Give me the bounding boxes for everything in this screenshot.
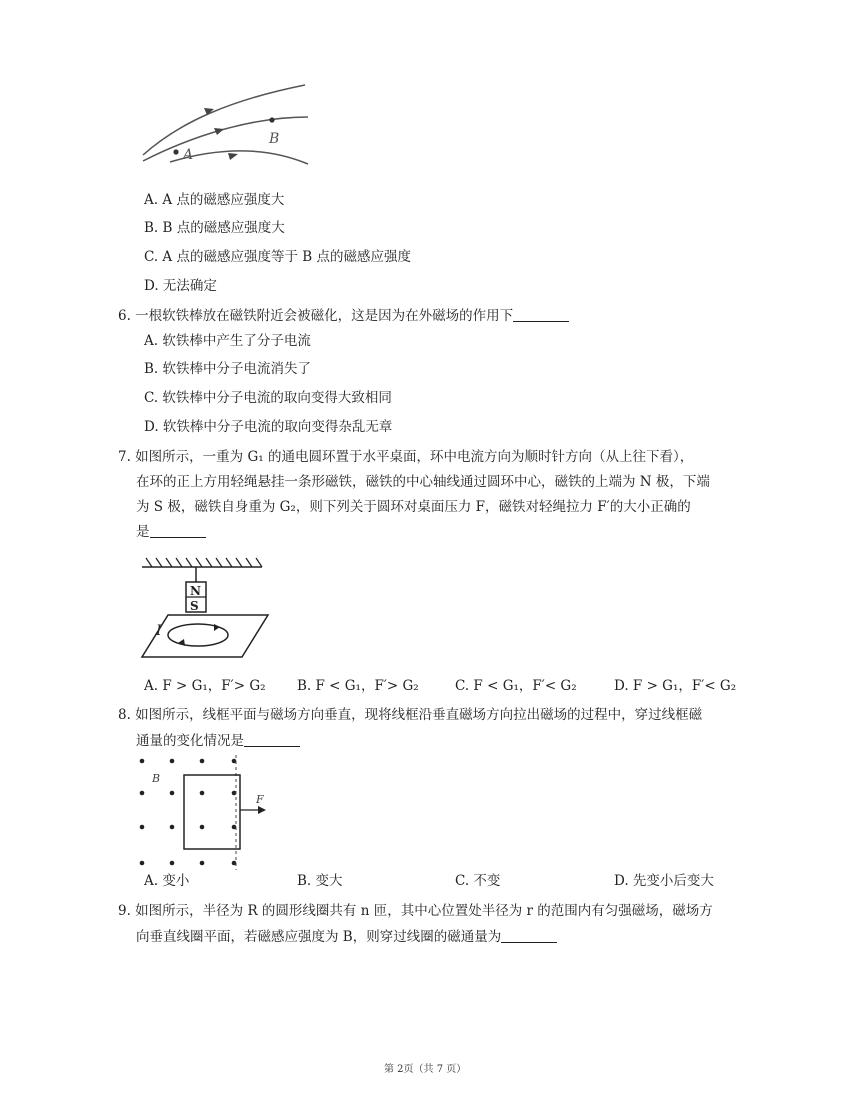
q7-option-b: B. F < G₁，F′> G₂ bbox=[297, 678, 419, 694]
magnet-s-label: S bbox=[190, 599, 199, 613]
q7-option-c: C. F < G₁，F′< G₂ bbox=[455, 678, 577, 694]
q8-stem-line-2 bbox=[136, 732, 300, 750]
answer-blank bbox=[513, 307, 569, 322]
magnet-ring-figure bbox=[138, 555, 268, 660]
q6-option-a: A. 软铁棒中产生了分子电流 bbox=[144, 333, 311, 349]
q5-option-c: C. A 点的磁感应强度等于 B 点的磁感应强度 bbox=[144, 249, 411, 265]
force-f-label: F bbox=[256, 793, 264, 806]
q8-option-c: C. 不变 bbox=[455, 873, 501, 889]
q9-stem-line-2 bbox=[136, 928, 557, 946]
q7-stem-line-4-text: 是 bbox=[136, 524, 150, 540]
q7-option-d: D. F > G₁，F′< G₂ bbox=[614, 678, 737, 694]
frame-field-figure bbox=[132, 755, 272, 870]
page-footer: 第 2页（共 7 页） bbox=[384, 1064, 467, 1075]
q6-stem-text: 6. 一根软铁棒放在磁铁附近会被磁化，这是因为在外磁场的作用下 bbox=[118, 308, 514, 324]
point-b-label: B bbox=[269, 131, 280, 147]
answer-blank bbox=[244, 732, 300, 747]
q6-option-b: B. 软铁棒中分子电流消失了 bbox=[144, 361, 312, 377]
q7-stem-line-4 bbox=[136, 523, 206, 541]
q7-stem-line-2: 在环的正上方用轻绳悬挂一条形磁铁，磁铁的中心轴线通过圆环中心，磁铁的上端为 N 极，下端 bbox=[136, 474, 710, 490]
q7-option-a: A. F > G₁，F′> G₂ bbox=[144, 678, 266, 694]
q6-stem bbox=[118, 307, 569, 325]
answer-blank bbox=[150, 523, 206, 538]
q7-stem-line-3: 为 S 极，磁铁自身重为 G₂，则下列关于圆环对桌面压力 F，磁铁对轻绳拉力 F′的大小正确的 bbox=[136, 499, 691, 515]
field-lines-figure bbox=[140, 82, 320, 167]
q5-option-a: A. A 点的磁感应强度大 bbox=[144, 192, 285, 208]
q8-stem-line-1: 8. 如图所示，线框平面与磁场方向垂直，现将线框沿垂直磁场方向拉出磁场的过程中，穿过线框磁 bbox=[118, 707, 703, 723]
q5-option-b: B. B 点的磁感应强度大 bbox=[144, 220, 285, 236]
q8-option-b: B. 变大 bbox=[297, 873, 343, 889]
magnet-n-label: N bbox=[190, 584, 201, 598]
point-a-label: A bbox=[183, 147, 194, 163]
field-b-label: B bbox=[152, 772, 161, 785]
q9-stem-line-1: 9. 如图所示，半径为 R 的圆形线圈共有 n 匝，其中心位置处半径为 r 的范围内有匀强磁场，磁场方 bbox=[118, 903, 713, 919]
q8-option-d: D. 先变小后变大 bbox=[614, 873, 714, 889]
answer-blank bbox=[501, 928, 557, 943]
current-i-label: I bbox=[156, 623, 162, 639]
q8-stem-line-2-text: 通量的变化情况是 bbox=[136, 733, 244, 749]
q7-stem-line-1: 7. 如图所示，一重为 G₁ 的通电圆环置于水平桌面，环中电流方向为顺时针方向（从上往下看）， bbox=[118, 449, 694, 465]
q8-option-a: A. 变小 bbox=[144, 873, 190, 889]
q6-option-d: D. 软铁棒中分子电流的取向变得杂乱无章 bbox=[144, 419, 393, 435]
q5-option-d: D. 无法确定 bbox=[144, 278, 217, 294]
q6-option-c: C. 软铁棒中分子电流的取向变得大致相同 bbox=[144, 390, 392, 406]
q9-stem-line-2-text: 向垂直线圈平面，若磁感应强度为 B，则穿过线圈的磁通量为 bbox=[136, 929, 502, 945]
